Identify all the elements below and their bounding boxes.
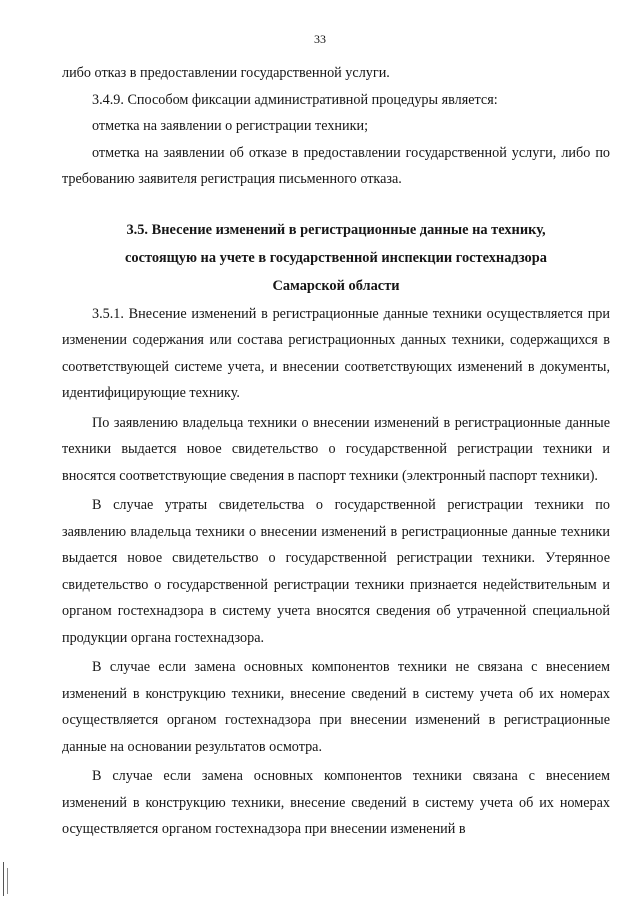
scan-margin-mark — [7, 868, 8, 894]
paragraph-3-5-1: 3.5.1. Внесение изменений в регистрационные данные техники осуществляется при изменении содержания или состава регистрационных данных техники, содержащихся в соответствующей системе учета, и внесении соответствующих изменений в документы, идентифицирующие технику. — [62, 305, 610, 401]
section-heading-3-5 — [62, 216, 610, 300]
section-heading-line-2: состоящую на учете в государственной инспекции гостехнадзора — [125, 249, 547, 266]
paragraph-continuation: либо отказ в предоставлении государственной услуги. — [62, 65, 390, 81]
paragraph-registration-mark: отметка на заявлении о регистрации техники; — [92, 118, 369, 134]
paragraph-component-replacement-design-change: В случае если замена основных компонентов техники связана с внесением изменений в конструкцию техники, внесение сведений в систему учета об их номерах осуществляется органом гостехнадзора при внесении изменений в — [62, 768, 610, 837]
section-heading-line-1: 3.5. Внесение изменений в регистрационные данные на технику, — [126, 221, 546, 238]
paragraph-owner-application: По заявлению владельца техники о внесении изменений в регистрационные данные техники выдается новое свидетельство о государственной регистрации техники и вносятся соответствующие сведения в паспорт техники (электронный паспорт техники). — [62, 414, 610, 484]
scan-margin-mark — [3, 862, 4, 896]
document-body — [62, 60, 610, 843]
page-number: 33 — [314, 32, 326, 46]
paragraph-component-replacement-no-design-change: В случае если замена основных компонентов техники не связана с внесением изменений в конструкцию техники, внесение сведений в систему учета об их номерах осуществляется органом гостехнадзора при внесении изменений в регистрационные данные на основании результатов осмотра. — [62, 659, 610, 755]
section-heading-line-3: Самарской области — [272, 277, 400, 294]
paragraph-3-4-9: 3.4.9. Способом фиксации административной процедуры является: — [92, 91, 498, 108]
paragraph-certificate-loss: В случае утраты свидетельства о государственной регистрации техники по заявлению владельца техники о внесении изменений в регистрационные данные техники выдается новое свидетельство о государственной регистрации техники. Утерянное свидетельство о государственной регистрации техники признается недействительным и органом гостехнадзора в систему учета вносятся сведения об утраченной специальной продукции органа гостехнадзора. — [62, 497, 610, 646]
paragraph-refusal-mark: отметка на заявлении об отказе в предоставлении государственной услуги, либо по требованию заявителя регистрация письменного отказа. — [62, 144, 610, 187]
